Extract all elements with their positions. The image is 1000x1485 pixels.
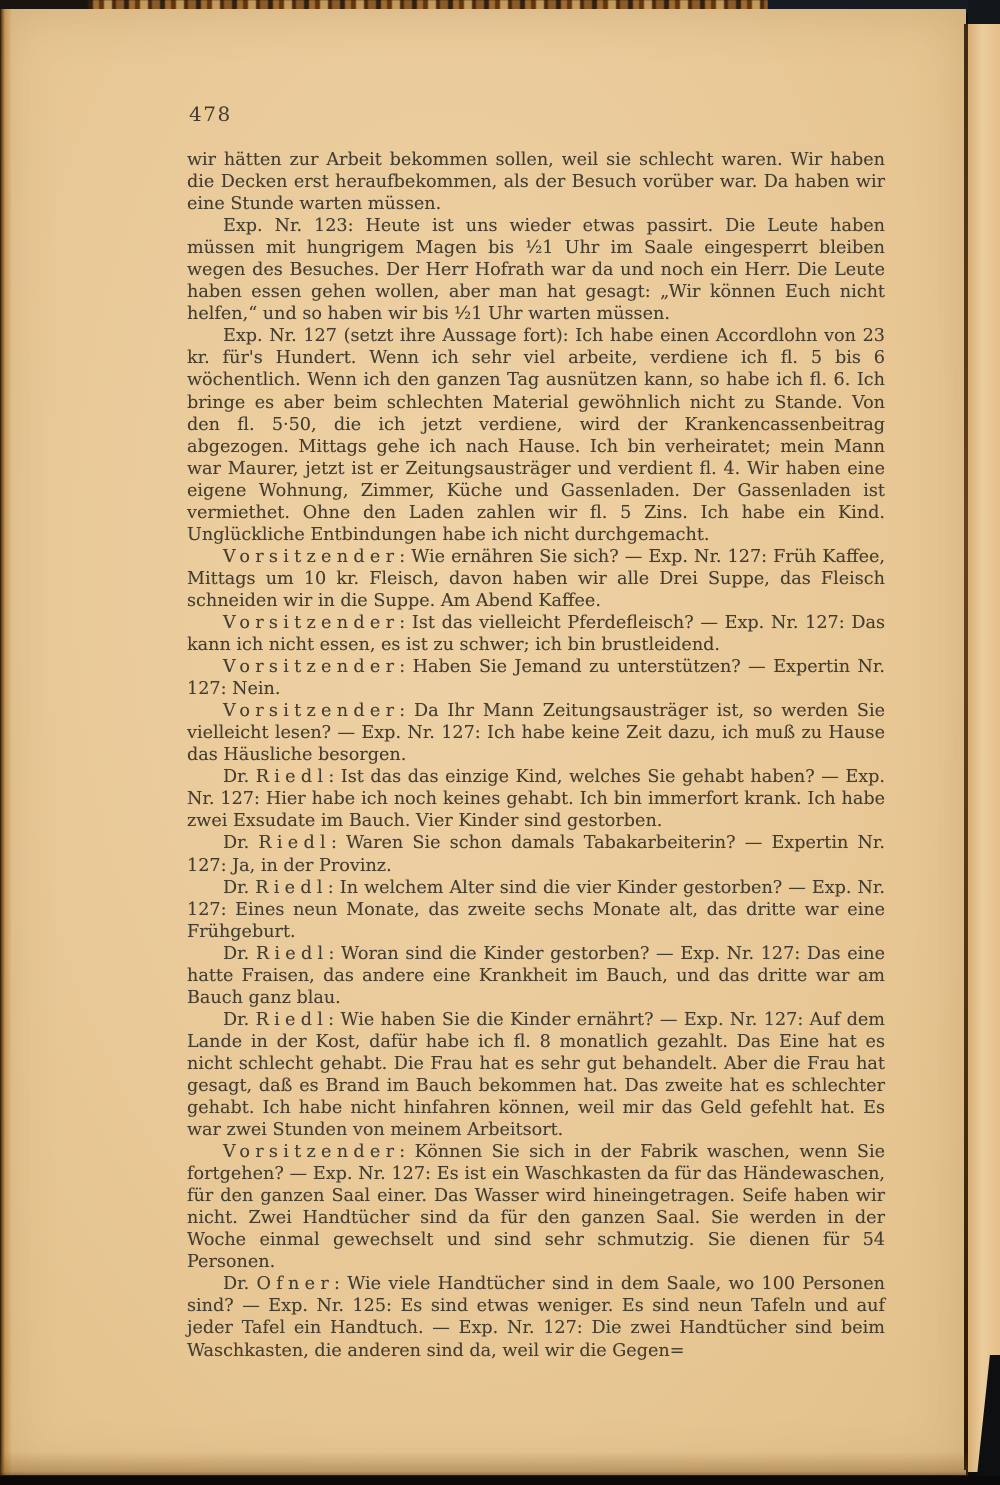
next-page-top-shadow bbox=[968, 0, 1000, 24]
text-run: : Können Sie sich in der Fabrik waschen, wenn Sie fortgehen? — Exp. Nr. 127: Es ist ein Waschkasten da für das Händewaschen, für den ganzen Saal einer. Das Wasser wird hineingetragen. Seife haben wir nicht. Zwei Handtücher sind da für den ganzen Saal. Sie werden in der Woche einmal gewechselt und sind sehr schmutzig. Sie dienen für 54 Personen. bbox=[187, 1142, 885, 1273]
paragraph bbox=[187, 1141, 885, 1273]
paragraph bbox=[187, 325, 885, 545]
text-run: wir hätten zur Arbeit bekommen sollen, weil sie schlecht waren. Wir haben die Decken erst heraufbekommen, als der Besuch vorüber war. Da haben wir eine Stunde warten müssen. bbox=[187, 150, 885, 215]
text-run: Dr. bbox=[223, 767, 256, 788]
text-run: : Wie haben Sie die Kinder ernährt? — Exp. Nr. 127: Auf dem Lande in der Kost, dafür habe ich fl. 8 monatlich gezahlt. Das Eine hat es nicht schlecht gehabt. Die Frau hat es sehr gut behandelt. Aber die Frau hat gesagt, daß es Brand im Bauch bekommen hat. Das zweite hat es schlechter gehabt. Ich habe nicht hinfahren können, weil mir das Geld gefehlt hat. Es war zwei Stunden von meinem Arbeitsort. bbox=[187, 1009, 885, 1141]
paragraph bbox=[187, 149, 885, 215]
text-run: Dr. bbox=[223, 943, 256, 964]
paragraph bbox=[187, 1009, 885, 1141]
text-run: Dr. bbox=[223, 1274, 257, 1295]
paragraph bbox=[187, 943, 885, 1009]
paragraph bbox=[187, 832, 885, 876]
text-run: Exp. Nr. 127 (setzt ihre Aussage fort): Ich habe einen Accordlohn von 23 kr. für's Hundert. Wenn ich sehr viel arbeite, verdiene ich fl. 5 bis 6 wöchentlich. Wenn ich den ganzen Tag ausnützen kann, so habe ich fl. 6. Ich bringe es aber beim schlechten Material gewöhnlich nicht zu Stande. Von den fl. 5·50, die ich jetzt verdiene, wird der Krankencassenbeitrag abgezogen. Mittags gehe ich nach Hause. Ich bin verheiratet; mein Mann war Maurer, jetzt ist er Zeitungsausträger und verdient fl. 4. Wir haben eine eigene Wohnung, Zimmer, Küche und Gassenladen. Der Gassenladen ist vermiethet. Ohne den Laden zahlen wir fl. 5 Zins. Ich habe ein Kind. Unglückliche Entbindungen habe ich nicht durchgemacht. bbox=[187, 326, 885, 545]
speaker-name: Vorsitzender bbox=[223, 657, 400, 678]
speaker-name: Vorsitzender bbox=[223, 546, 400, 567]
paragraph bbox=[187, 766, 885, 832]
text-run: Dr. bbox=[223, 833, 259, 854]
text-run: : Da Ihr Mann Zeitungsausträger ist, so werden Sie vielleicht lesen? — Exp. Nr. 127: Ich habe keine Zeit dazu, ich muß zu Hause das Häusliche besorgen. bbox=[187, 701, 885, 766]
page-bottom-shadow bbox=[0, 1452, 968, 1478]
book-bottom-edge bbox=[0, 1476, 1000, 1485]
text-run: Exp. Nr. 123: Heute ist uns wieder etwas passirt. Die Leute haben müssen mit hungrigem Magen bis ¹⁄₂1 Uhr im Saale eingesperrt bleiben wegen des Besuches. Der Herr Hofrath war da und noch ein Herr. Die Leute haben essen gehen wollen, aber man hat gesagt: „Wir können Euch nicht helfen,“ und so haben wir bis ¹⁄₂1 Uhr warten müssen. bbox=[187, 216, 885, 325]
text-run: Dr. bbox=[223, 877, 256, 898]
paragraph bbox=[187, 877, 885, 943]
text-run: : Waren Sie schon damals Tabakarbeiterin? — Expertin Nr. 127: Ja, in der Provinz. bbox=[187, 833, 885, 876]
speaker-name: Vorsitzender bbox=[223, 1142, 400, 1163]
paragraph bbox=[187, 215, 885, 325]
paragraph bbox=[187, 546, 885, 612]
next-page-sliver bbox=[968, 20, 1000, 1472]
text-run: : Wie viele Handtücher sind in dem Saale, wo 100 Personen sind? — Exp. Nr. 125: Es sind etwas weniger. Es sind neun Tafeln und auf jeder Tafel ein Handtuch. — Exp. Nr. 127: Die zwei Handtücher sind beim Waschkasten, die anderen sind da, weil wir die Gegen= bbox=[187, 1274, 885, 1361]
speaker-name: Riedl bbox=[255, 877, 328, 898]
speaker-name: Vorsitzender bbox=[223, 612, 400, 633]
speaker-name: Riedl bbox=[255, 943, 329, 964]
text-run: : Wie ernähren Sie sich? — Exp. Nr. 127: Früh Kaffee, Mittags um 10 kr. Fleisch, davon haben wir alle Drei Suppe, das Fleisch schneiden wir in die Suppe. Am Abend Kaffee. bbox=[187, 546, 885, 611]
speaker-name: Riedl bbox=[255, 767, 329, 788]
text-run: : Ist das das einzige Kind, welches Sie gehabt haben? — Exp. Nr. 127: Hier habe ich noch keines gehabt. Ich bin immerfort krank. Ich habe zwei Exsudate im Bauch. Vier Kinder sind gestorben. bbox=[187, 767, 885, 832]
text-run: : In welchem Alter sind die vier Kinder gestorben? — Exp. Nr. 127: Eines neun Monate, das zweite sechs Monate alt, das dritte war eine Frühgeburt. bbox=[187, 877, 885, 942]
text-run: : Woran sind die Kinder gestorben? — Exp. Nr. 127: Das eine hatte Fraisen, das andere eine Krankheit im Bauch, und das dritte war am Bauch ganz blau. bbox=[187, 943, 885, 1008]
book-page bbox=[2, 9, 966, 1475]
speaker-name: Vorsitzender bbox=[223, 701, 400, 722]
paragraph bbox=[187, 1273, 885, 1361]
speaker-name: Riedl bbox=[258, 833, 331, 854]
speaker-name: Riedl bbox=[255, 1009, 329, 1030]
paragraph bbox=[187, 656, 885, 700]
body-text bbox=[187, 149, 885, 1362]
text-run: : Haben Sie Jemand zu unterstützen? — Expertin Nr. 127: Nein. bbox=[187, 657, 885, 700]
page-left-edge-shadow bbox=[0, 9, 12, 1475]
text-run: : Ist das vielleicht Pferdefleisch? — Exp. Nr. 127: Das kann ich nicht essen, es ist zu schwer; ich bin brustleidend. bbox=[187, 612, 885, 656]
speaker-name: Ofner bbox=[256, 1274, 335, 1295]
paragraph bbox=[187, 700, 885, 766]
paragraph bbox=[187, 612, 885, 656]
page-number: 478 bbox=[189, 102, 232, 126]
text-run: Dr. bbox=[223, 1009, 256, 1030]
